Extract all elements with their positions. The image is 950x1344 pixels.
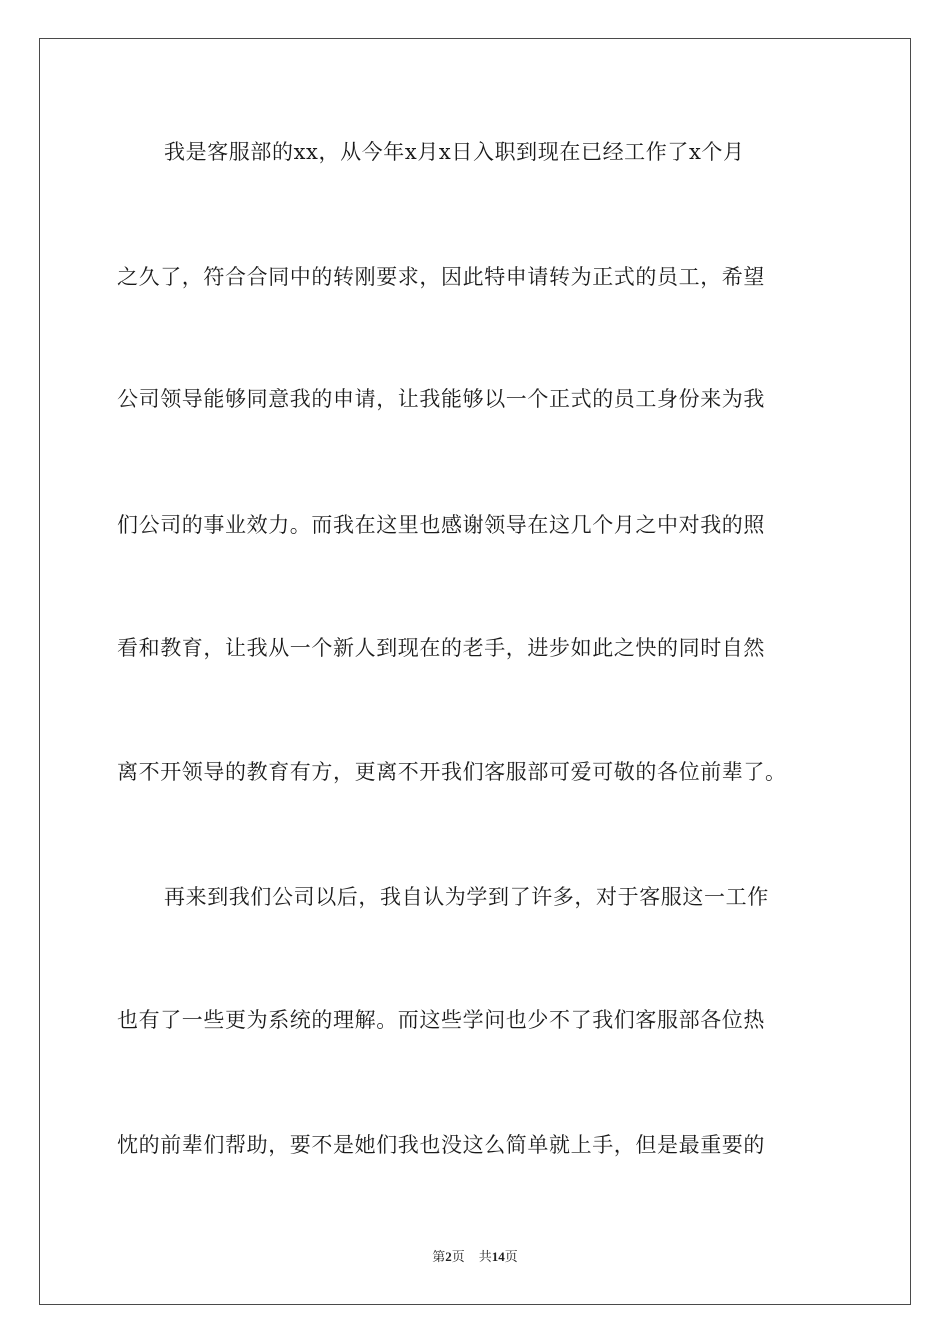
page-border: [39, 38, 911, 1305]
paragraph-2-line-1: 再来到我们公司以后，我自认为学到了许多，对于客服这一工作: [164, 885, 769, 909]
total-suffix: 页: [504, 1249, 518, 1264]
paragraph-2-line-2: 也有了一些更为系统的理解。而这些学问也少不了我们客服部各位热: [117, 1008, 765, 1032]
page-footer: [0, 1249, 950, 1265]
page-prefix: 第: [432, 1249, 446, 1264]
page-number: 2: [445, 1249, 452, 1264]
paragraph-1-line-4: 们公司的事业效力。而我在这里也感谢领导在这几个月之中对我的照: [117, 513, 765, 537]
paragraph-1-line-2: 之久了，符合合同中的转刚要求，因此特申请转为正式的员工，希望: [117, 265, 765, 289]
paragraph-1-line-5: 看和教育，让我从一个新人到现在的老手，进步如此之快的同时自然: [117, 636, 765, 660]
total-pages: 14: [491, 1249, 505, 1264]
page-suffix: 页: [451, 1249, 465, 1264]
paragraph-1-line-3: 公司领导能够同意我的申请，让我能够以一个正式的员工身份来为我: [117, 387, 765, 411]
paragraph-2-line-3: 忱的前辈们帮助，要不是她们我也没这么简单就上手，但是最重要的: [117, 1133, 765, 1157]
total-prefix: 共: [478, 1249, 492, 1264]
paragraph-1-line-1: 我是客服部的xx，从今年x月x日入职到现在已经工作了x个月: [164, 140, 745, 164]
paragraph-1-line-6: 离不开领导的教育有方，更离不开我们客服部可爱可敬的各位前辈了。: [117, 760, 787, 784]
